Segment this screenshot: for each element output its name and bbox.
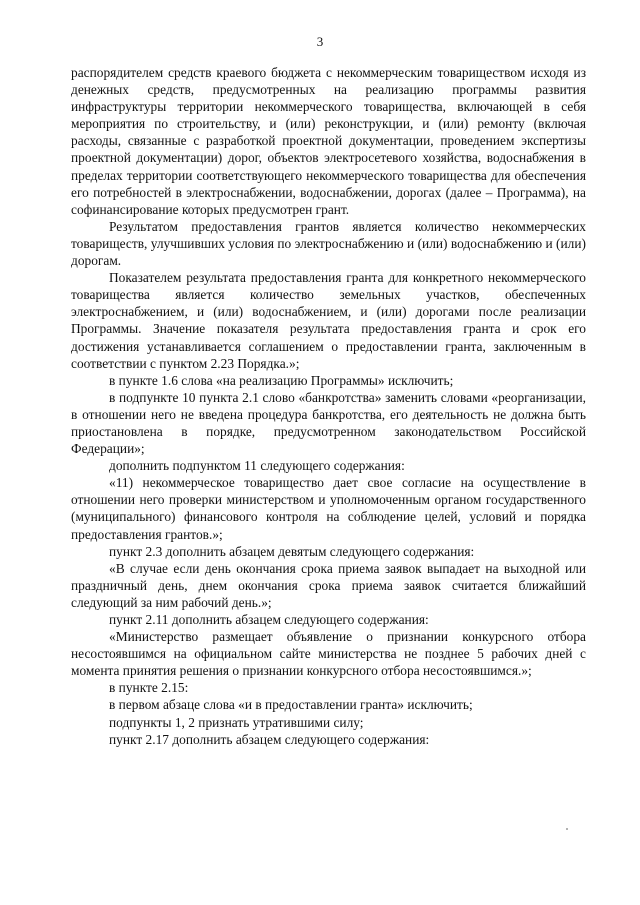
paragraph: «11) некоммерческое товарищество дает свое согласие на осуществление в отношении него проверки министерством и уполномоченным органом государственного (муниципального) финансового контроля на соблюдение целей, условий и порядка предоставления грантов.»;	[71, 475, 586, 542]
page-number: 3	[316, 34, 324, 49]
paragraph: пункт 2.17 дополнить абзацем следующего содержания:	[109, 731, 430, 747]
paragraph: в пункте 1.6 слова «на реализацию Программы» исключить;	[109, 372, 454, 388]
paragraph: дополнить подпунктом 11 следующего содержания:	[109, 458, 405, 474]
document-body	[71, 64, 586, 748]
paragraph: распорядителем средств краевого бюджета с некоммерческим товариществом исходя из денежных средств, предусмотренных на реализацию программы развития инфраструктуры территории некоммерческого товарищества, включающей в себя мероприятия по строительству, и (или) реконструкции, и (или) ремонту (включая расходы, связанные с разработкой проектной документации, проведением экспертизы проектной документации) дорог, объектов электросетевого хозяйства, водоснабжения в пределах территории соответствующего некоммерческого товарищества для обеспечения его потребностей в электроснабжении, водоснабжении, дорогах (далее – Программа), на софинансирование которых предусмотрен грант.	[71, 65, 586, 217]
paragraph: Показателем результата предоставления гранта для конкретного некоммерческого товарищества является количество земельных участков, обеспеченных электроснабжением, и (или) водоснабжением, и (или) дорогами после реализации Программы. Значение показателя результата предоставления гранта и срок его достижения устанавливается соглашением о предоставлении гранта, заключенным в соответствии с пунктом 2.23 Порядка.»;	[71, 270, 586, 371]
paragraph: подпункты 1, 2 признать утратившими силу;	[109, 714, 364, 730]
paragraph: в первом абзаце слова «и в предоставлении гранта» исключить;	[109, 697, 473, 713]
paragraph: «В случае если день окончания срока приема заявок выпадает на выходной или праздничный день, днем окончания срока приема заявок считается ближайший следующий за ним рабочий день.»;	[71, 560, 586, 610]
paragraph: в подпункте 10 пункта 2.1 слово «банкротства» заменить словами «реорганизации, в отношении него не введена процедура банкротства, его деятельность не должна быть приостановлена в порядке, предусмотренном законодательством Российской Федерации»;	[71, 389, 586, 457]
paragraph: «Министерство размещает объявление о признании конкурсного отбора несостоявшимся на официальном сайте министерства не позднее 5 рабочих дней с момента принятия решения о признании конкурсного отбора несостоявшимся.»;	[71, 629, 586, 679]
paragraph: в пункте 2.15:	[109, 680, 189, 696]
scan-speck	[566, 828, 568, 830]
paragraph: пункт 2.3 дополнить абзацем девятым следующего содержания:	[109, 543, 475, 559]
paragraph: Результатом предоставления грантов является количество некоммерческих товариществ, улучшивших условия по электроснабжению и (или) водоснабжению и (или) дорогам.	[71, 218, 586, 269]
paragraph: пункт 2.11 дополнить абзацем следующего содержания:	[109, 612, 429, 627]
